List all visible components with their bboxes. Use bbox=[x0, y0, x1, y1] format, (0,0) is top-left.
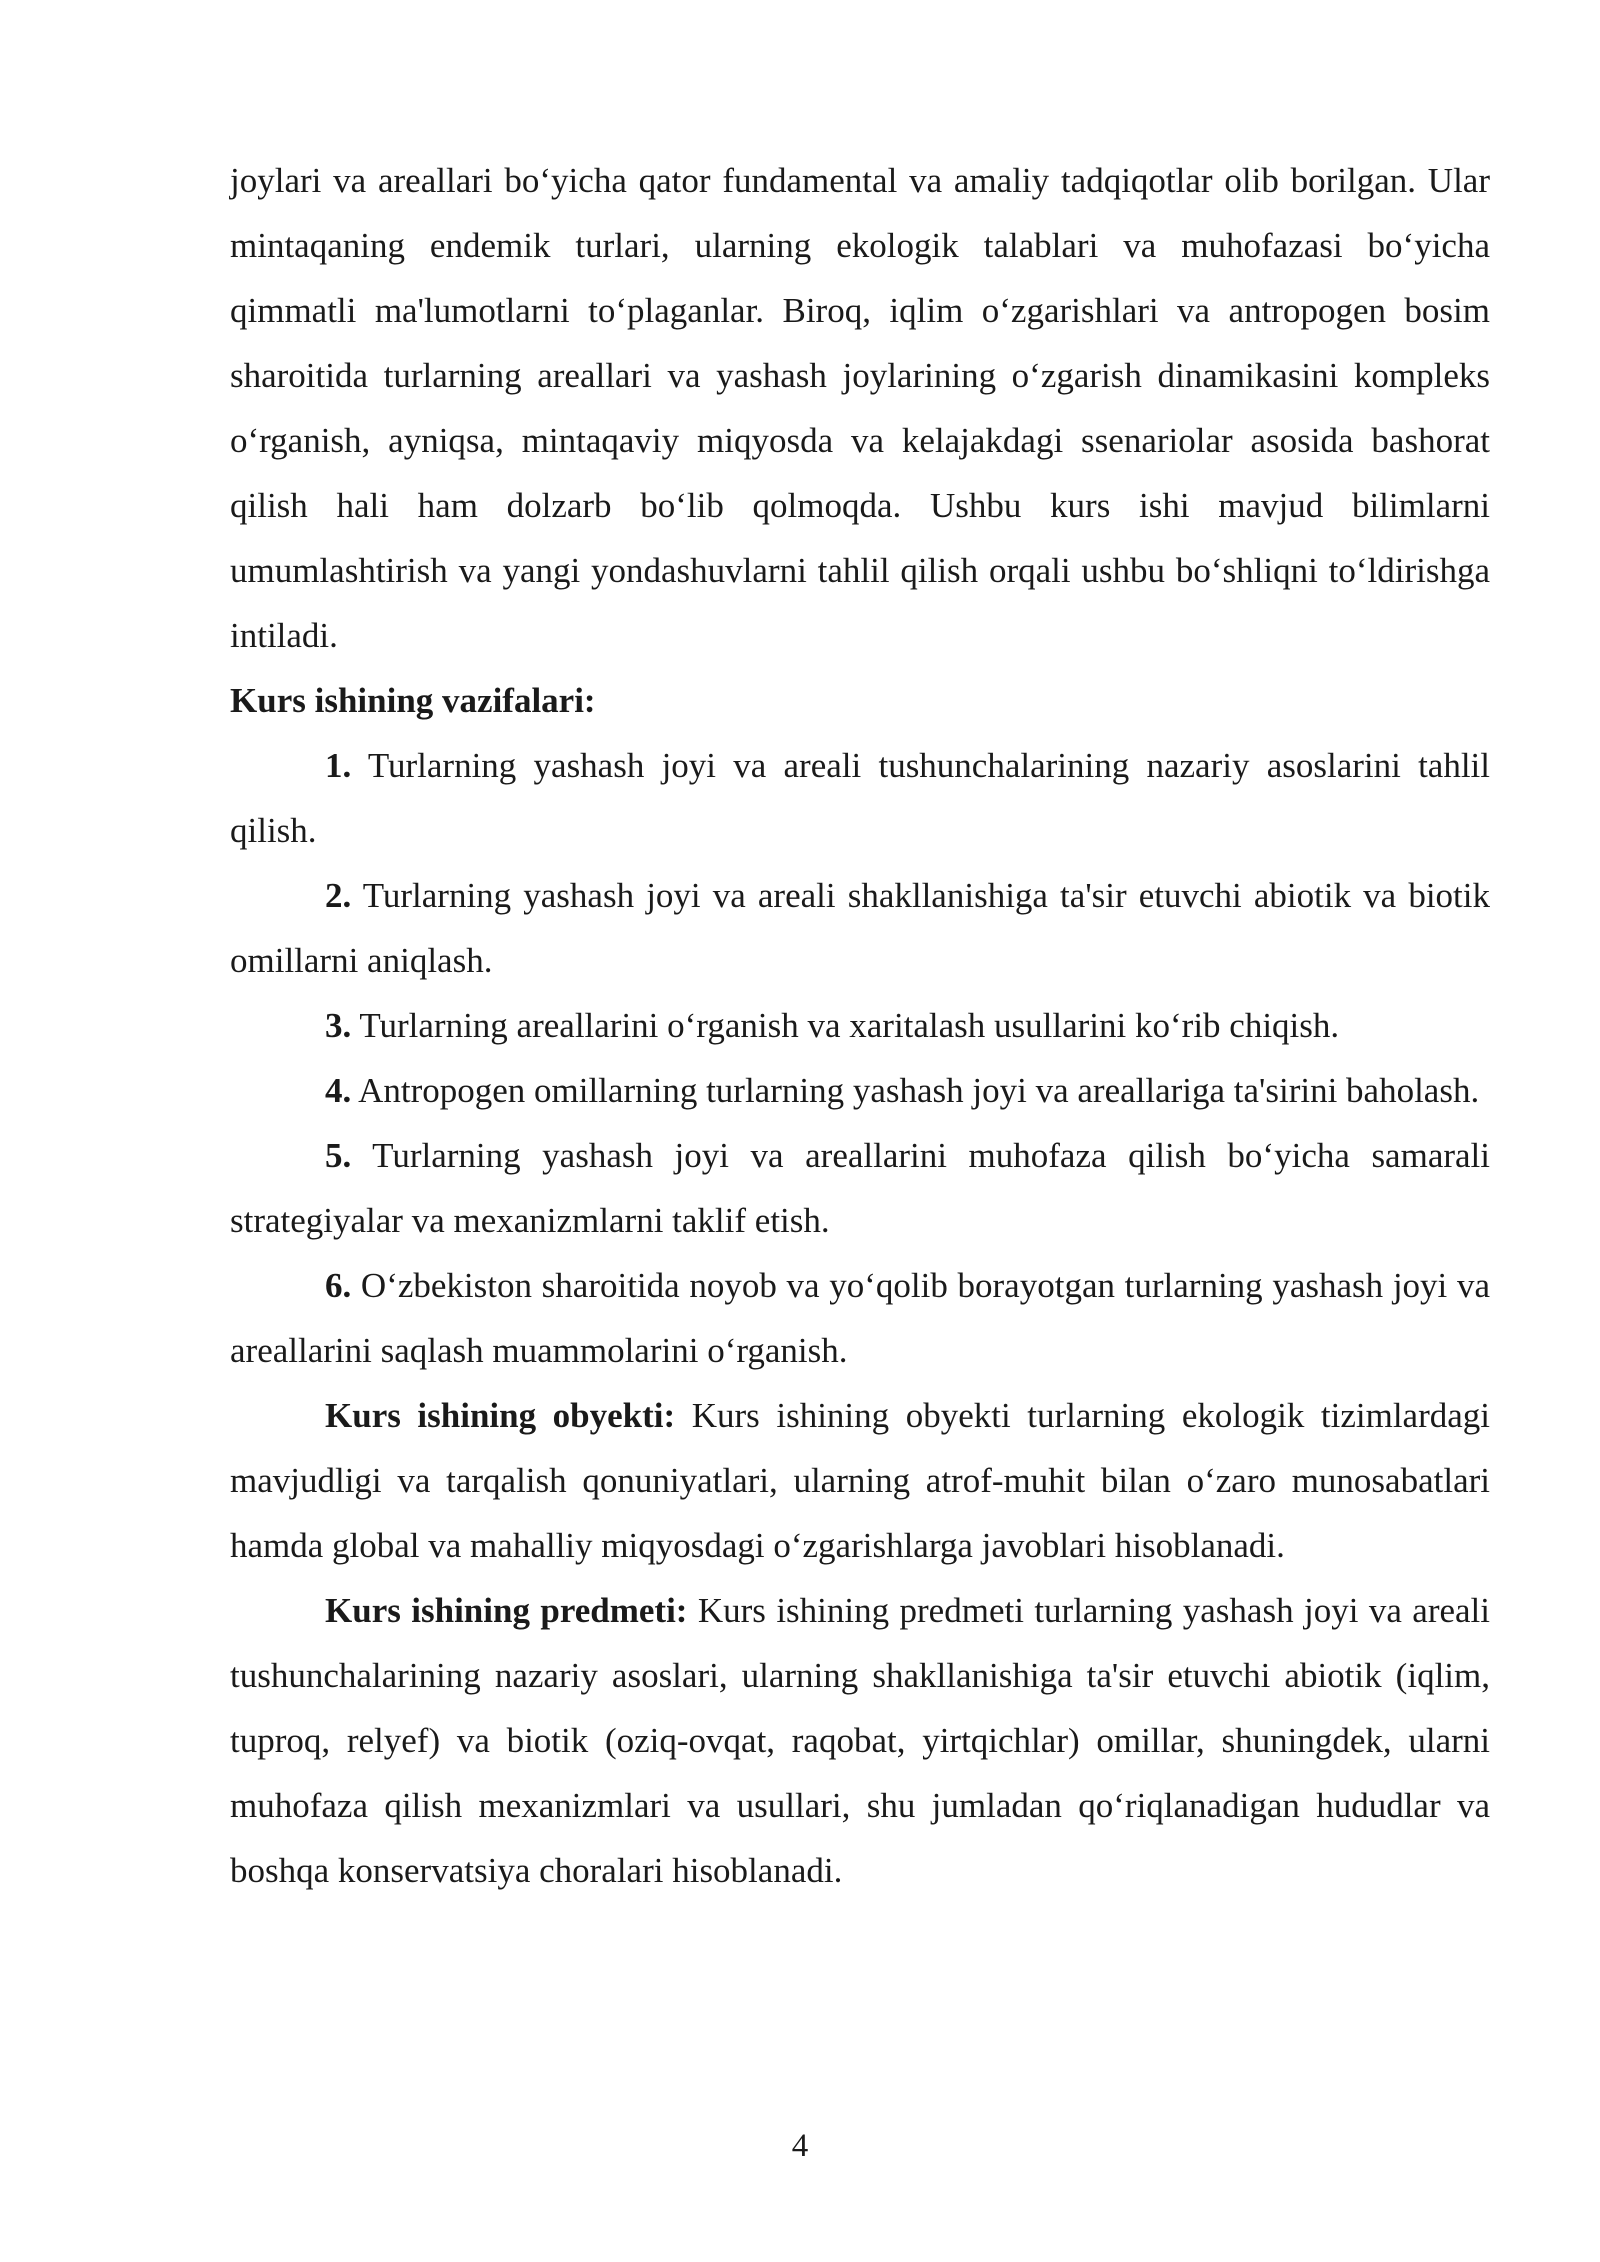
object-paragraph bbox=[230, 1383, 1490, 1578]
task-item-1 bbox=[230, 733, 1490, 863]
task-text: Turlarning yashash joyi va areali tushunchalarining nazariy asoslarini tahlil qilish. bbox=[230, 746, 1490, 850]
object-text: Kurs ishining obyekti turlarning ekologik tizimlardagi mavjudligi va tarqalish qonuniyatlari, ularning atrof-muhit bilan o‘zaro munosabatlari hamda global va mahalliy miqyosdagi o‘zgarishlarga javoblari hisoblanadi. bbox=[230, 1396, 1490, 1565]
task-text: O‘zbekiston sharoitida noyob va yo‘qolib borayotgan turlarning yashash joyi va areallarini saqlash muammolarini o‘rganish. bbox=[230, 1266, 1490, 1370]
object-label: Kurs ishining obyekti: bbox=[325, 1396, 676, 1435]
intro-paragraph: joylari va areallari bo‘yicha qator fundamental va amaliy tadqiqotlar olib borilgan. Ular mintaqaning endemik turlari, ularning ekologik talablari va muhofazasi bo‘yicha qimmatli ma'lumotlarni to‘plaganlar. Biroq, iqlim o‘zgarishlari va antropogen bosim sharoitida turlarning areallari va yashash joylarining o‘zgarish dinamikasini kompleks o‘rganish, ayniqsa, mintaqaviy miqyosda va kelajakdagi ssenariolar asosida bashorat qilish hali ham dolzarb bo‘lib qolmoqda. Ushbu kurs ishi mavjud bilimlarni umumlashtirish va yangi yondashuvlarni tahlil qilish orqali ushbu bo‘shliqni to‘ldirishga intiladi. bbox=[230, 161, 1490, 655]
task-text: Turlarning yashash joyi va areallarini muhofaza qilish bo‘yicha samarali strategiyalar va mexanizmlarni taklif etish. bbox=[230, 1136, 1490, 1240]
task-item-5 bbox=[230, 1123, 1490, 1253]
task-text: Turlarning areallarini o‘rganish va xaritalash usullarini ko‘rib chiqish. bbox=[351, 1006, 1340, 1045]
page-number: 4 bbox=[791, 2128, 809, 2164]
document-page bbox=[230, 148, 1490, 1903]
task-text: Antropogen omillarning turlarning yashash joyi va areallariga ta'sirini baholash. bbox=[351, 1071, 1480, 1110]
task-item-4 bbox=[230, 1058, 1490, 1123]
task-number: 2. bbox=[325, 876, 352, 915]
task-number: 5. bbox=[325, 1136, 352, 1175]
subject-label: Kurs ishining predmeti: bbox=[325, 1591, 688, 1630]
task-item-6 bbox=[230, 1253, 1490, 1383]
task-number: 3. bbox=[325, 1006, 352, 1045]
subject-text: Kurs ishining predmeti turlarning yashash joyi va areali tushunchalarining nazariy asoslari, ularning shakllanishiga ta'sir etuvchi abiotik (iqlim, tuproq, relyef) va biotik (oziq-ovqat, raqobat, yirtqichlar) omillar, shuningdek, ularni muhofaza qilish mexanizmlari va usullari, shu jumladan qo‘riqlanadigan hududlar va boshqa konservatsiya choralari hisoblanadi. bbox=[230, 1591, 1490, 1890]
task-text: Turlarning yashash joyi va areali shakllanishiga ta'sir etuvchi abiotik va biotik omillarni aniqlash. bbox=[230, 876, 1490, 980]
task-number: 1. bbox=[325, 746, 352, 785]
task-number: 6. bbox=[325, 1266, 352, 1305]
task-item-3 bbox=[230, 993, 1490, 1058]
task-number: 4. bbox=[325, 1071, 352, 1110]
subject-paragraph bbox=[230, 1578, 1490, 1903]
task-item-2 bbox=[230, 863, 1490, 993]
tasks-heading: Kurs ishining vazifalari: bbox=[230, 681, 596, 720]
